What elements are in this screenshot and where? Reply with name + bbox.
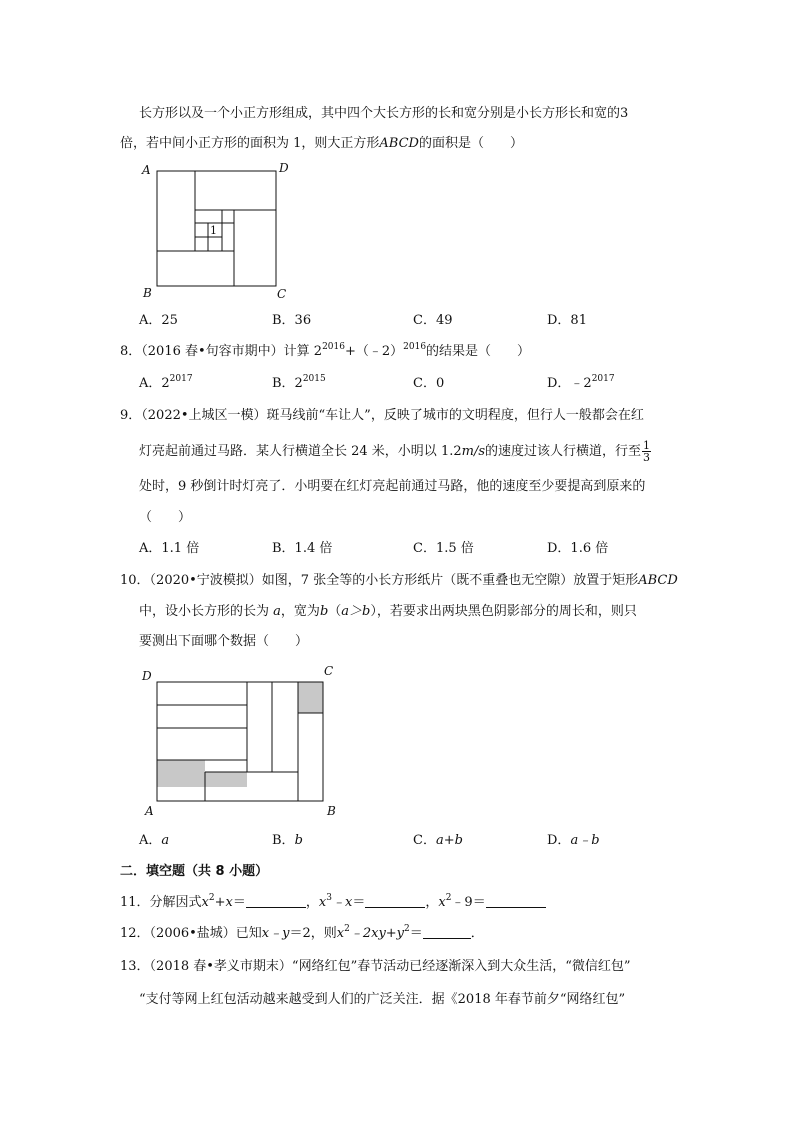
q11-sep2: ， (425, 895, 439, 910)
q8-option-a[interactable] (139, 376, 193, 392)
q8-option-d-exp: 2017 (591, 374, 615, 384)
q13-line1: 13．（2018 春•孝义市期末）“网络红包”春节活动已经逐渐深入到大众生活，“微信红包” (120, 959, 631, 974)
q8-exp2: 2016 (403, 342, 427, 352)
q9-option-a[interactable]: A．1.1 倍 (139, 541, 200, 556)
q8-option-d[interactable] (547, 376, 615, 392)
q10-option-b-val: b (294, 833, 303, 848)
q10-line1-a: 10．（2020•宁波模拟）如图，7 张全等的小长方形纸片（既不重叠也无空隙）放置于矩形 (120, 573, 639, 588)
q11-e2: x (318, 895, 327, 910)
q11-e2-rest: ﹣x (331, 895, 353, 910)
q10-shaded-right (298, 682, 323, 713)
q9-fraction (642, 440, 651, 463)
q10-label-c: C (324, 664, 334, 678)
q8-stem-b: +（﹣2） (344, 344, 404, 359)
q9-frac-num: 1 (643, 439, 651, 452)
q8-stem (120, 344, 530, 360)
q7-line2-end: 的面积是（ ） (418, 136, 523, 151)
q11-line (120, 895, 546, 911)
q7-line1: 长方形以及一个小正方形组成，其中四个大长方形的长和宽分别是小长方形长和宽的3 (139, 106, 629, 121)
q7-label-d: D (279, 161, 289, 175)
q7-line2 (120, 136, 523, 152)
q7-option-d[interactable]: D．81 (547, 313, 587, 328)
q11-e3-sup: 2 (445, 893, 452, 903)
q10-var-a: a (273, 604, 281, 619)
q12-line (120, 926, 484, 942)
q12-mid: ＝2，则 (289, 926, 337, 941)
q7-label-one: 1 (210, 224, 217, 237)
q12-e2-sup: 2 (344, 924, 350, 934)
q8-option-b-text: B．2 (272, 376, 303, 391)
q9-frac-den: 3 (643, 451, 651, 464)
q7-label-b: B (143, 286, 152, 300)
q11-eq2: ＝ (352, 895, 366, 910)
q8-option-b[interactable] (272, 376, 326, 392)
q10-label-b: B (327, 804, 336, 818)
q11-eq1: ＝ (232, 895, 246, 910)
q8-option-a-text: A．2 (139, 376, 170, 391)
q12-e2: x (336, 926, 345, 941)
q10-figure (150, 675, 330, 805)
q10-shaded-left (157, 760, 247, 787)
q10-line2-d: ），若要求出两块黑色阴影部分的周长和，则只 (370, 604, 637, 619)
q11-blank-1[interactable] (246, 895, 306, 908)
q12-eq: ＝ (409, 926, 423, 941)
q11-e3: x (438, 895, 446, 910)
q10-line2-b: ，宽为 (280, 604, 320, 619)
q11-sep1: ， (305, 895, 319, 910)
q10-option-a-text: A． (139, 833, 162, 848)
q12-prefix: 12．（2006•盐城）已知 (120, 926, 262, 941)
q7-figure (150, 165, 290, 300)
q7-option-c[interactable]: C．49 (413, 313, 453, 328)
q12-blank[interactable] (423, 926, 471, 939)
q7-label-c: C (277, 287, 287, 301)
q9-unit: m/s (461, 444, 486, 459)
q8-option-d-text: D．﹣2 (547, 376, 592, 391)
q12-end: ． (470, 926, 484, 941)
q10-var-b: b (319, 604, 329, 619)
q11-blank-2[interactable] (365, 895, 425, 908)
q10-line2-a: 中，设小长方形的长为 (139, 604, 270, 619)
q13-line2: “支付等网上红包活动越来越受到人们的广泛关注．据《2018 年春节前夕“网络红包” (139, 992, 626, 1007)
q11-e1-rest: +x (214, 895, 233, 910)
q10-option-a-val: a (161, 833, 170, 848)
q9-line1: 9．（2022•上城区一模）斑马线前“车让人”，反映了城市的文明程度，但行人一般都会在红 (120, 408, 644, 423)
q11-blank-3[interactable] (486, 895, 546, 908)
q10-label-d: D (142, 669, 152, 683)
q10-cond: a＞b (341, 604, 371, 619)
q11-e3-rest: ﹣9＝ (451, 895, 486, 910)
q9-line4: （ ） (139, 510, 192, 525)
q8-option-b-exp: 2015 (302, 374, 326, 384)
q10-option-a[interactable] (139, 833, 169, 849)
q10-option-c-text: C． (413, 833, 436, 848)
q8-exp1: 2016 (322, 342, 345, 352)
q10-option-c-val: a+b (435, 833, 463, 848)
q10-line1 (120, 573, 678, 589)
q10-option-b-text: B． (272, 833, 295, 848)
q12-e3-sup: 2 (404, 924, 410, 934)
q8-option-c[interactable]: C．0 (413, 376, 445, 391)
q11-e1-sup: 2 (208, 893, 215, 903)
q10-label-a: A (145, 804, 154, 818)
q12-e3: ﹣2xy+y (349, 926, 405, 941)
q9-option-c[interactable]: C．1.5 倍 (413, 541, 474, 556)
q10-abcd: ABCD (638, 573, 678, 588)
q7-abcd: ABCD (379, 136, 419, 151)
q8-stem-c: 的结果是（ ） (426, 344, 531, 359)
q10-option-d-val: a﹣b (570, 833, 600, 848)
q9-line3: 处时，9 秒倒计时灯亮了．小明要在红灯亮起前通过马路，他的速度至少要提高到原来的 (139, 479, 646, 494)
q10-option-c[interactable] (413, 833, 463, 849)
q10-line3: 要测出下面哪个数据（ ） (139, 634, 309, 649)
q9-option-d[interactable]: D．1.6 倍 (547, 541, 609, 556)
q8-option-a-exp: 2017 (169, 374, 193, 384)
q9-line2-a: 灯亮起前通过马路．某人行横道全长 24 米，小明以 1.2 (139, 444, 462, 459)
q9-line2 (139, 440, 651, 463)
q11-e1: x (201, 895, 209, 910)
q9-line2-c: 的速度过该人行横道，行至 (485, 444, 642, 459)
q12-e1: x﹣y (261, 926, 290, 941)
q11-e2-sup: 3 (326, 893, 332, 903)
q7-label-a: A (142, 163, 151, 177)
q7-option-b[interactable]: B．36 (272, 313, 312, 328)
q8-stem-a: 8．（2016 春•句容市期中）计算 2 (120, 344, 323, 359)
q11-prefix: 11．分解因式 (120, 895, 202, 910)
q9-option-b[interactable]: B．1.4 倍 (272, 541, 333, 556)
section-title: 二．填空题（共 8 小题） (120, 864, 269, 879)
q10-line2 (139, 604, 637, 620)
q10-line2-c: （ (328, 604, 342, 619)
q7-option-a[interactable]: A．25 (139, 313, 178, 328)
q10-option-d[interactable] (547, 833, 600, 849)
q10-option-d-text: D． (547, 833, 571, 848)
q7-line2-text: 倍，若中间小正方形的面积为 1，则大正方形 (120, 136, 380, 151)
q10-option-b[interactable] (272, 833, 303, 849)
